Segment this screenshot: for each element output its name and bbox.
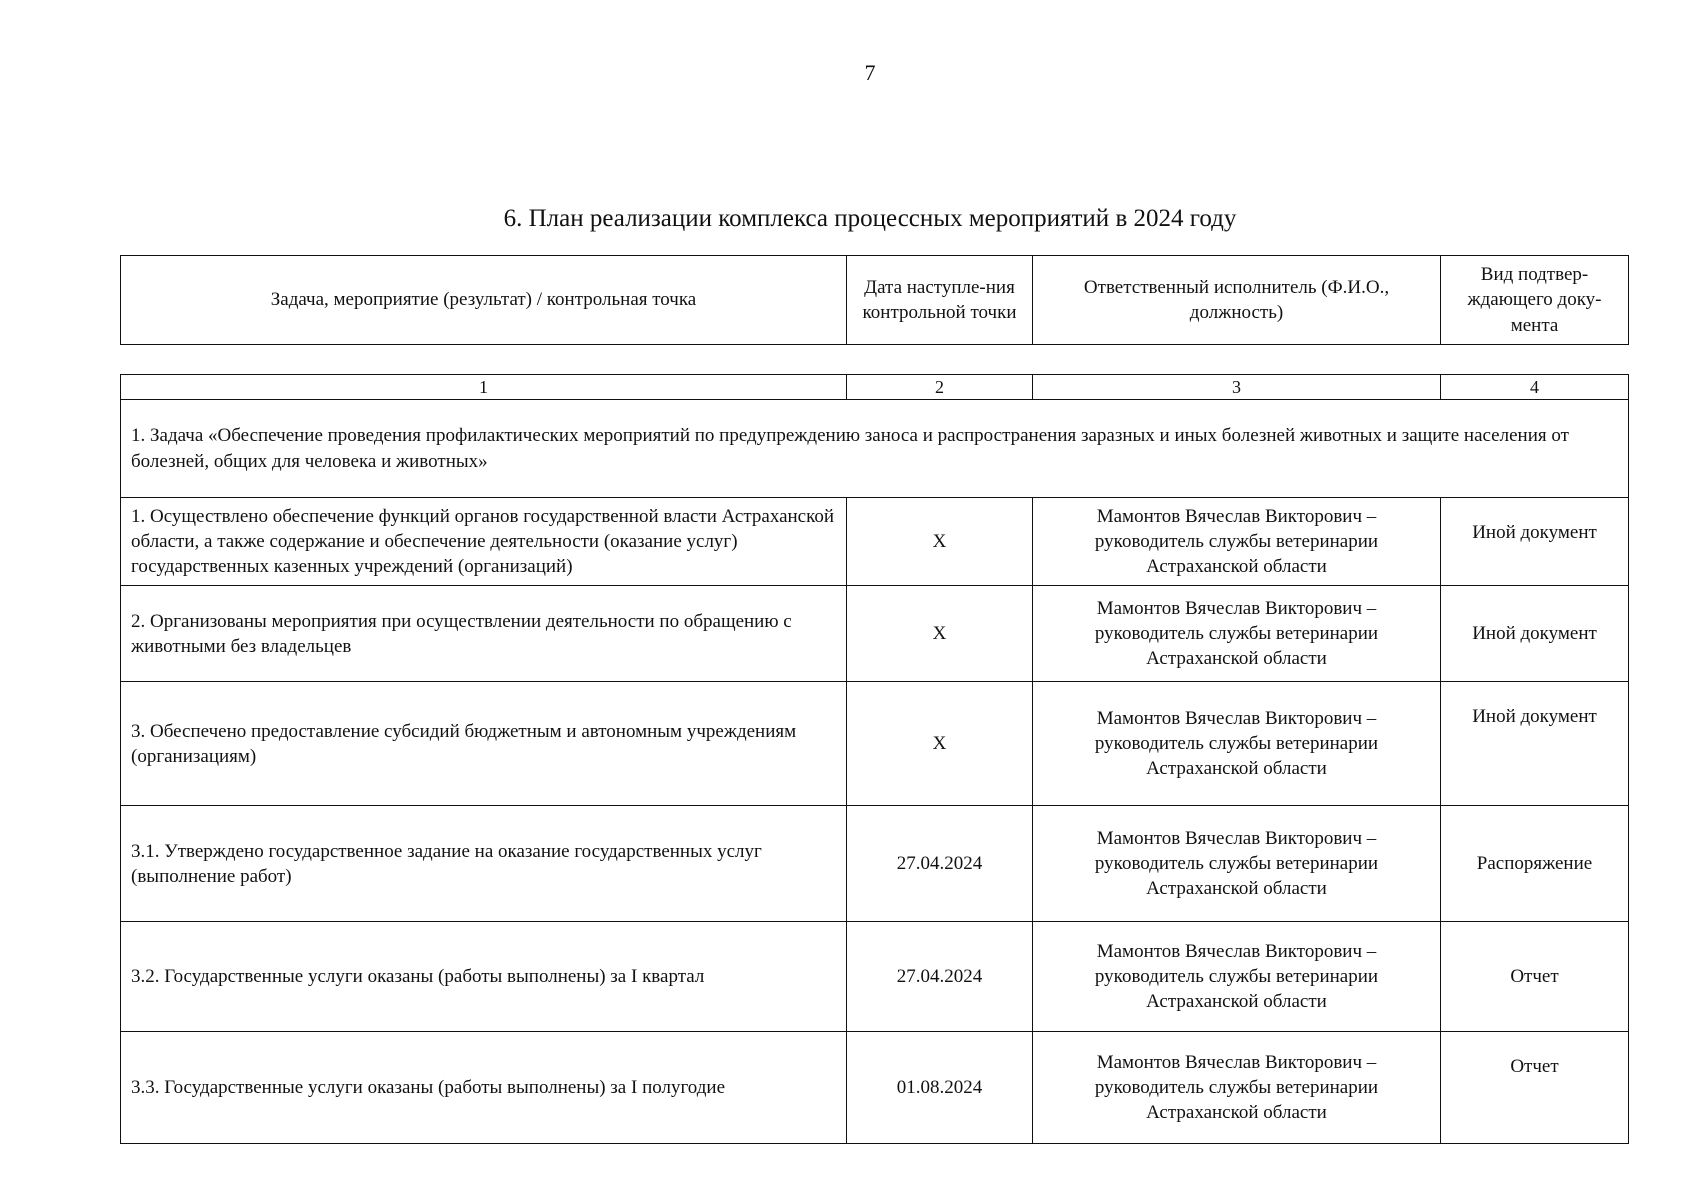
column-number: 1	[121, 375, 847, 400]
task-title: 1. Задача «Обеспечение проведения профилактических мероприятий по предупреждению заноса и распространения заразных и иных болезней животных и защите населения от болезней, общих для человека и животных»	[121, 400, 1629, 498]
table-row	[121, 682, 1629, 806]
header-document: Вид подтвер-ждающего доку-мента	[1441, 256, 1629, 345]
table-row	[121, 498, 1629, 586]
header-task: Задача, мероприятие (результат) / контрольная точка	[121, 256, 847, 345]
control-date: X	[847, 586, 1033, 682]
header-table	[120, 255, 1629, 345]
control-date: X	[847, 682, 1033, 806]
table-row	[121, 922, 1629, 1032]
control-date: 27.04.2024	[847, 922, 1033, 1032]
responsible-person: Мамонтов Вячеслав Викторович – руководитель службы ветеринарии Астраханской области	[1033, 498, 1441, 586]
responsible-person: Мамонтов Вячеслав Викторович – руководитель службы ветеринарии Астраханской области	[1033, 806, 1441, 922]
page-number: 7	[864, 60, 876, 85]
measure-name: 3.3. Государственные услуги оказаны (работы выполнены) за I полугодие	[121, 1032, 847, 1144]
document-type: Иной документ	[1441, 586, 1629, 682]
control-date: X	[847, 498, 1033, 586]
responsible-person: Мамонтов Вячеслав Викторович – руководитель службы ветеринарии Астраханской области	[1033, 586, 1441, 682]
column-number: 4	[1441, 375, 1629, 400]
control-date: 01.08.2024	[847, 1032, 1033, 1144]
measure-name: 3. Обеспечено предоставление субсидий бюджетным и автономным учреждениям (организациям)	[121, 682, 847, 806]
responsible-person: Мамонтов Вячеслав Викторович – руководитель службы ветеринарии Астраханской области	[1033, 922, 1441, 1032]
column-number: 3	[1033, 375, 1441, 400]
measure-name: 3.2. Государственные услуги оказаны (работы выполнены) за I квартал	[121, 922, 847, 1032]
document-type: Отчет	[1441, 1032, 1629, 1144]
document-type: Распоряжение	[1441, 806, 1629, 922]
table-row	[121, 586, 1629, 682]
table-row	[121, 806, 1629, 922]
measure-name: 2. Организованы мероприятия при осуществлении деятельности по обращению с животными без владельцев	[121, 586, 847, 682]
header-responsible: Ответственный исполнитель (Ф.И.О., должность)	[1033, 256, 1441, 345]
document-type: Иной документ	[1441, 498, 1629, 586]
responsible-person: Мамонтов Вячеслав Викторович – руководитель службы ветеринарии Астраханской области	[1033, 682, 1441, 806]
page-title: 6. План реализации комплекса процессных мероприятий в 2024 году	[503, 205, 1237, 232]
header-row	[121, 256, 1629, 345]
table-row	[121, 1032, 1629, 1144]
column-number-row	[121, 375, 1629, 400]
plan-table	[120, 374, 1629, 1144]
header-date: Дата наступле-ния контрольной точки	[847, 256, 1033, 345]
document-type: Отчет	[1441, 922, 1629, 1032]
measure-name: 1. Осуществлено обеспечение функций органов государственной власти Астраханской области, а также содержание и обеспечение деятельности (оказание услуг) государственных казенных учреждений (организаций)	[121, 498, 847, 586]
task-row	[121, 400, 1629, 498]
document-type: Иной документ	[1441, 682, 1629, 806]
measure-name: 3.1. Утверждено государственное задание на оказание государственных услуг (выполнение работ)	[121, 806, 847, 922]
responsible-person: Мамонтов Вячеслав Викторович – руководитель службы ветеринарии Астраханской области	[1033, 1032, 1441, 1144]
column-number: 2	[847, 375, 1033, 400]
control-date: 27.04.2024	[847, 806, 1033, 922]
